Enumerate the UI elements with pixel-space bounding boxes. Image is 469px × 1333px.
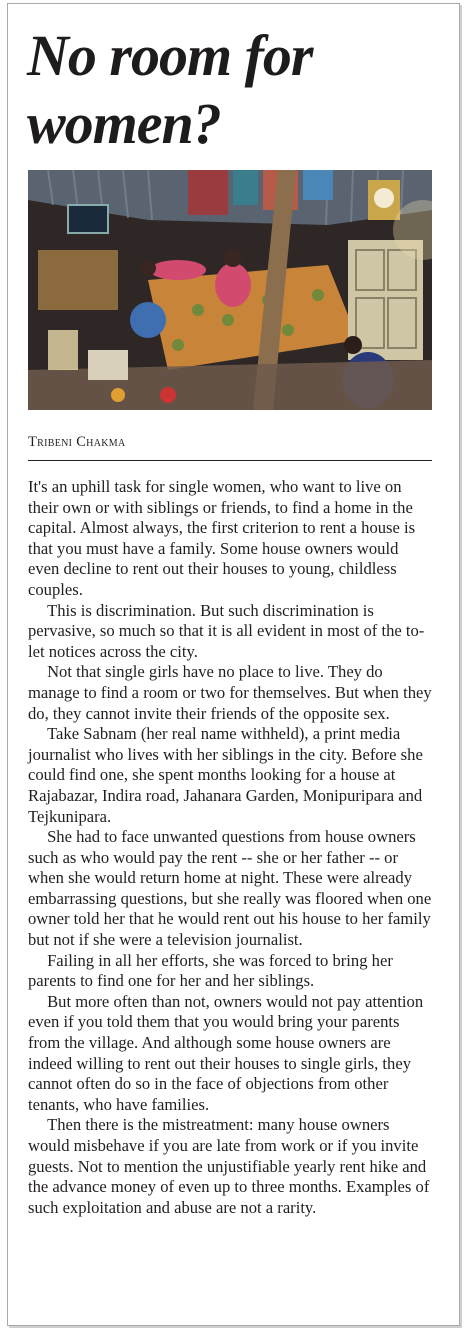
article-body — [28, 477, 432, 1218]
paragraph-2: This is discrimination. But such discrimination is pervasive, so much so that it is all evident in most of the to-let notices across the city. — [28, 600, 425, 661]
room-illustration — [28, 170, 432, 410]
paragraph-7: But more often than not, owners would not pay attention even if you told them that you would bring your parents from the village. And although some house owners are indeed willing to rent out their houses to single girls, they cannot often do so in the face of objections from other tenants, who have families. — [28, 991, 424, 1114]
byline: Tribeni Chakma — [28, 434, 126, 450]
article-photo — [28, 170, 432, 410]
paragraph-4: Take Sabnam (her real name withheld), a print media journalist who lives with her siblings in the city. Before she could find one, she spent months looking for a house at Rajabazar, Indira road, Jahanara Garden, Monipuripara and Tejkunipara. — [28, 724, 423, 826]
photo-tv — [68, 205, 108, 233]
paragraph-8: Then there is the mistreatment: many house owners would misbehave if you are late from work or if you invite guests. Not to mention the unjustifiable yearly rent hike and the advance money of even up to three months. Examples of such exploitation and abuse are not a rarity. — [28, 1115, 430, 1217]
photo-person-2 — [215, 263, 251, 307]
paragraph-1: It's an uphill task for single women, who want to live on their own or with siblings or friends, to find a home in the capital. Almost always, the first criterion to rent a house is that you must have a family. Some house owners would even decline to rent out their houses to young, childless couples. — [28, 477, 416, 599]
photo-hanging-cloth-2 — [233, 170, 258, 205]
photo-hanging-cloth — [188, 170, 228, 215]
paragraph-3: Not that single girls have no place to live. They do manage to find a room or two for themselves. But when they do, they cannot invite their friends of the opposite sex. — [28, 662, 432, 723]
byline-rule — [28, 460, 432, 461]
paragraph-6: Failing in all her efforts, she was forced to bring her parents to find one for her and her siblings. — [28, 950, 393, 991]
photo-blue-drum — [130, 302, 166, 338]
headline — [27, 22, 447, 158]
photo-hanging-cloth-4 — [303, 170, 333, 200]
headline-line-2: women? — [27, 91, 221, 156]
paragraph-5: She had to face unwanted questions from house owners such as who would pay the rent -- she or her father -- or when she would return home at night. These were already embarrassing questions, but she really was floored when one owner told her that he would rent out his house to her family but not if she were a television journalist. — [28, 827, 432, 950]
photo-left-cupboard — [38, 250, 118, 310]
headline-line-1: No room for — [27, 23, 313, 88]
photo-person-1 — [150, 260, 206, 280]
